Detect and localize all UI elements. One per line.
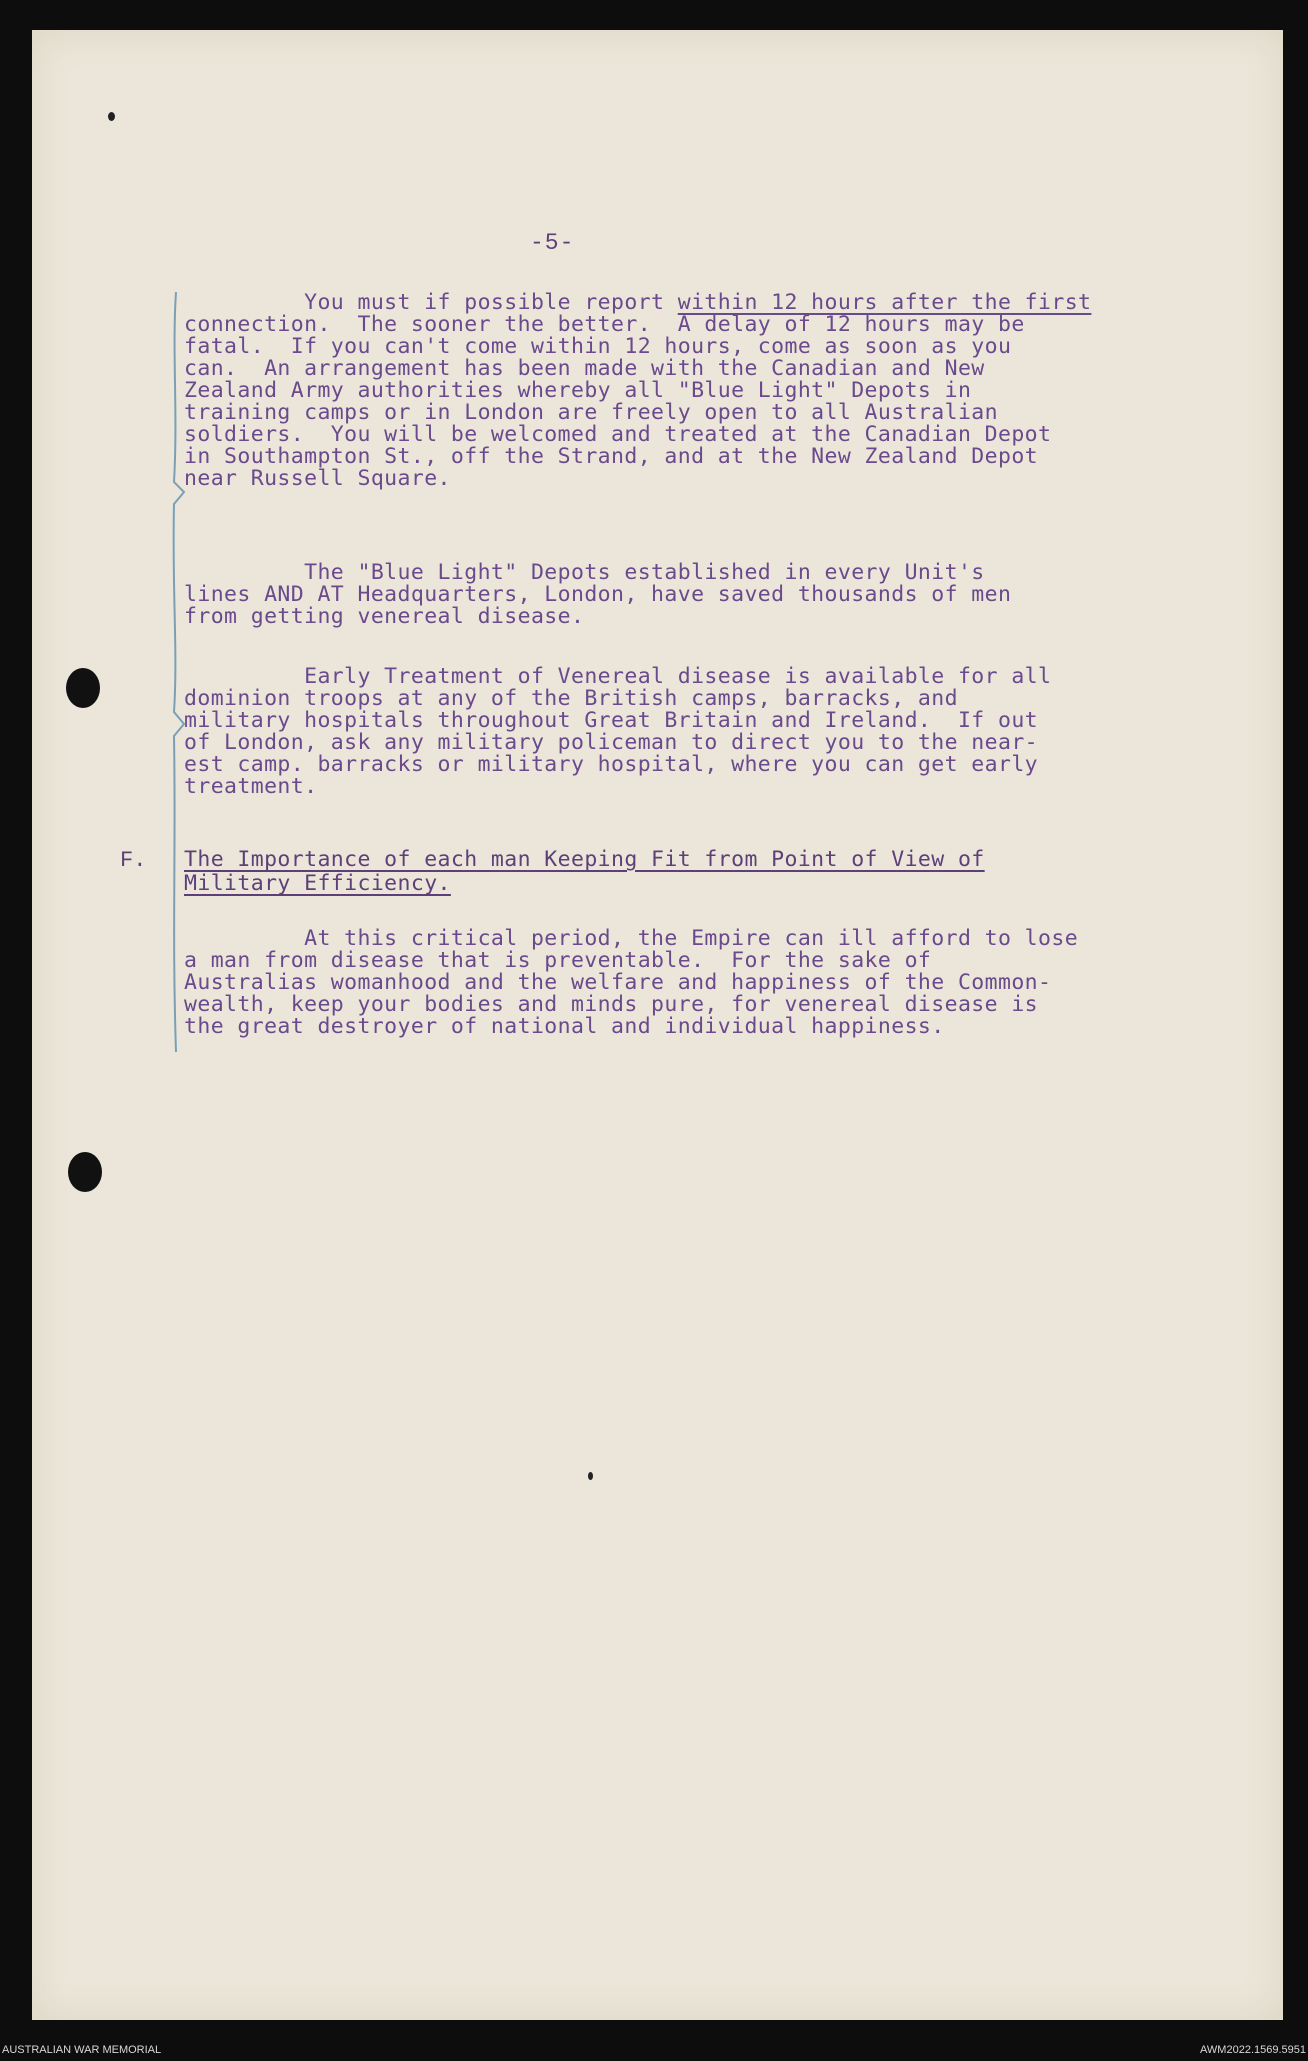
paragraph-line: in Southampton St., off the Strand, and at the New Zealand Depot (184, 444, 1039, 469)
paragraph-blue-light-depots (184, 562, 1011, 628)
paragraph-reporting (184, 292, 1091, 490)
underlined-phrase: within 12 hours after the first (677, 290, 1092, 315)
paragraph-line: The "Blue Light" Depots established in every Unit's (184, 560, 985, 585)
paragraph-line: Early Treatment of Venereal disease is available for all (184, 664, 1052, 689)
document-page (32, 30, 1283, 2020)
paragraph-line: the great destroyer of national and individual happiness. (184, 1014, 945, 1039)
paragraph-line: soldiers. You will be welcomed and treated at the Canadian Depot (184, 422, 1052, 447)
footer-credit: AUSTRALIAN WAR MEMORIAL (2, 2044, 162, 2056)
section-heading (184, 848, 985, 896)
paragraph-line: military hospitals throughout Great Britain and Ireland. If out (184, 708, 1039, 733)
paragraph-line: a man from disease that is preventable. For the sake of (184, 948, 932, 973)
paragraph-line: of London, ask any military policeman to direct you to the near- (184, 730, 1039, 755)
paragraph-line: dominion troops at any of the British camps, barracks, and (184, 686, 958, 711)
paragraph-line: wealth, keep your bodies and minds pure, for venereal disease is (184, 992, 1039, 1017)
paragraph-line: training camps or in London are freely open to all Australian (184, 400, 998, 425)
paragraph-closing (184, 928, 1078, 1038)
paragraph-line: At this critical period, the Empire can ill afford to lose (184, 926, 1079, 951)
paragraph-line: Australias womanhood and the welfare and happiness of the Common- (184, 970, 1052, 995)
page-mark (108, 112, 115, 121)
paragraph-line: You must if possible report (184, 290, 678, 315)
paragraph-early-treatment (184, 666, 1051, 798)
punch-hole-lower (68, 1152, 102, 1192)
punch-hole-upper (66, 668, 100, 708)
paragraph-line: Zealand Army authorities whereby all "Blue Light" Depots in (184, 378, 972, 403)
heading-line: Military Efficiency. (184, 871, 451, 896)
paragraph-line: lines AND AT Headquarters, London, have saved thousands of men (184, 582, 1012, 607)
page-mark (588, 1472, 593, 1480)
paragraph-line: treatment. (184, 774, 318, 799)
paragraph-line: can. An arrangement has been made with the Canadian and New (184, 356, 985, 381)
paragraph-line: connection. The sooner the better. A delay of 12 hours may be (184, 312, 1025, 337)
paragraph-line: fatal. If you can't come within 12 hours, come as soon as you (184, 334, 1012, 359)
footer-accession-number: AWM2022.1569.5951 (1200, 2044, 1306, 2056)
paragraph-line: near Russell Square. (184, 466, 451, 491)
section-letter: F. (120, 848, 147, 873)
page-number: -5- (530, 230, 575, 256)
paragraph-line: from getting venereal disease. (184, 604, 585, 629)
paragraph-line: est camp. barracks or military hospital, where you can get early (184, 752, 1039, 777)
heading-line: The Importance of each man Keeping Fit from Point of View of (184, 847, 985, 872)
